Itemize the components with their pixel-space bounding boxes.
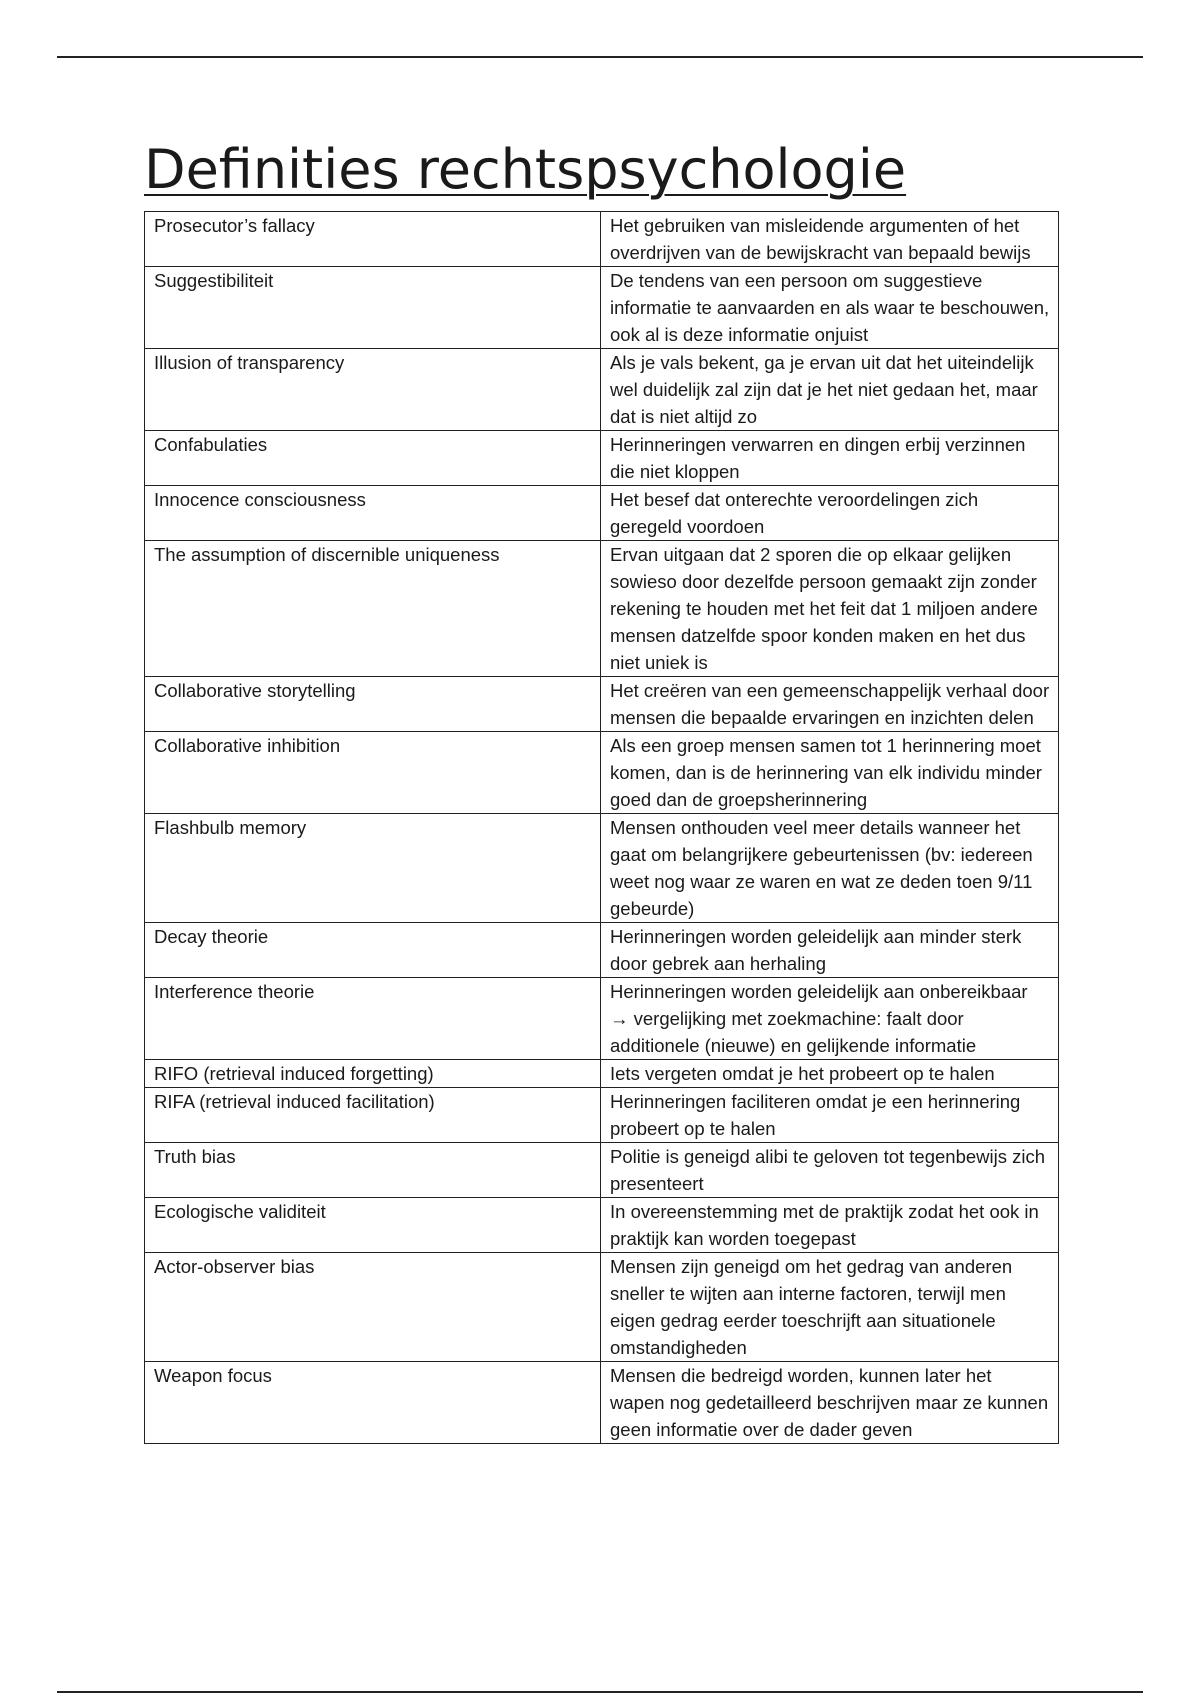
table-row — [145, 923, 1059, 978]
definition-cell: Als een groep mensen samen tot 1 herinnering moet komen, dan is de herinnering van elk individu minder goed dan de groepsherinnering — [601, 732, 1059, 814]
term-cell: Actor-observer bias — [145, 1253, 601, 1362]
table-row — [145, 1362, 1059, 1444]
table-row — [145, 1253, 1059, 1362]
term-cell: Flashbulb memory — [145, 814, 601, 923]
term-cell: Decay theorie — [145, 923, 601, 978]
definition-cell: Herinneringen worden geleidelijk aan minder sterk door gebrek aan herhaling — [601, 923, 1059, 978]
term-cell: Ecologische validiteit — [145, 1198, 601, 1253]
definition-cell: Het besef dat onterechte veroordelingen zich geregeld voordoen — [601, 486, 1059, 541]
definition-cell: Als je vals bekent, ga je ervan uit dat het uiteindelijk wel duidelijk zal zijn dat je het niet gedaan het, maar dat is niet altijd zo — [601, 349, 1059, 431]
page-header-rule — [57, 56, 1143, 58]
definition-cell: Het gebruiken van misleidende argumenten of het overdrijven van de bewijskracht van bepaald bewijs — [601, 212, 1059, 267]
definition-cell: In overeenstemming met de praktijk zodat het ook in praktijk kan worden toegepast — [601, 1198, 1059, 1253]
term-cell: RIFO (retrieval induced forgetting) — [145, 1060, 601, 1088]
table-row — [145, 431, 1059, 486]
term-cell: Prosecutor’s fallacy — [145, 212, 601, 267]
page-footer-rule — [57, 1691, 1143, 1693]
document-title: Definities rechtspsychologie — [144, 138, 907, 201]
table-row — [145, 814, 1059, 923]
table-row — [145, 732, 1059, 814]
definition-cell: Mensen zijn geneigd om het gedrag van anderen sneller te wijten aan interne factoren, terwijl men eigen gedrag eerder toeschrijft aan situationele omstandigheden — [601, 1253, 1059, 1362]
table-row — [145, 1060, 1059, 1088]
term-cell: Interference theorie — [145, 978, 601, 1060]
definitions-table — [144, 211, 1059, 1444]
definition-cell: Herinneringen faciliteren omdat je een herinnering probeert op te halen — [601, 1088, 1059, 1143]
table-row — [145, 349, 1059, 431]
term-cell: Weapon focus — [145, 1362, 601, 1444]
definition-cell: Iets vergeten omdat je het probeert op te halen — [601, 1060, 1059, 1088]
definition-cell: Herinneringen worden geleidelijk aan onbereikbaar → vergelijking met zoekmachine: faalt door additionele (nieuwe) en gelijkende informatie — [601, 978, 1059, 1060]
definition-cell: Het creëren van een gemeenschappelijk verhaal door mensen die bepaalde ervaringen en inzichten delen — [601, 677, 1059, 732]
term-cell: Confabulaties — [145, 431, 601, 486]
table-row — [145, 677, 1059, 732]
definition-cell: De tendens van een persoon om suggestieve informatie te aanvaarden en als waar te beschouwen, ook al is deze informatie onjuist — [601, 267, 1059, 349]
definition-cell: Mensen onthouden veel meer details wanneer het gaat om belangrijkere gebeurtenissen (bv: iedereen weet nog waar ze waren en wat ze deden toen 9/11 gebeurde) — [601, 814, 1059, 923]
definition-cell: Mensen die bedreigd worden, kunnen later het wapen nog gedetailleerd beschrijven maar ze kunnen geen informatie over de dader geven — [601, 1362, 1059, 1444]
term-cell: RIFA (retrieval induced facilitation) — [145, 1088, 601, 1143]
definition-cell: Herinneringen verwarren en dingen erbij verzinnen die niet kloppen — [601, 431, 1059, 486]
table-row — [145, 1088, 1059, 1143]
table-row — [145, 541, 1059, 677]
table-row — [145, 978, 1059, 1060]
term-cell: Illusion of transparency — [145, 349, 601, 431]
table-row — [145, 486, 1059, 541]
term-cell: The assumption of discernible uniqueness — [145, 541, 601, 677]
term-cell: Suggestibiliteit — [145, 267, 601, 349]
definition-cell: Politie is geneigd alibi te geloven tot tegenbewijs zich presenteert — [601, 1143, 1059, 1198]
term-cell: Truth bias — [145, 1143, 601, 1198]
table-row — [145, 1198, 1059, 1253]
definition-cell: Ervan uitgaan dat 2 sporen die op elkaar gelijken sowieso door dezelfde persoon gemaakt zijn zonder rekening te houden met het feit dat 1 miljoen andere mensen datzelfde spoor konden maken en het dus niet uniek is — [601, 541, 1059, 677]
table-row — [145, 267, 1059, 349]
term-cell: Collaborative storytelling — [145, 677, 601, 732]
term-cell: Collaborative inhibition — [145, 732, 601, 814]
table-row — [145, 212, 1059, 267]
table-row — [145, 1143, 1059, 1198]
term-cell: Innocence consciousness — [145, 486, 601, 541]
